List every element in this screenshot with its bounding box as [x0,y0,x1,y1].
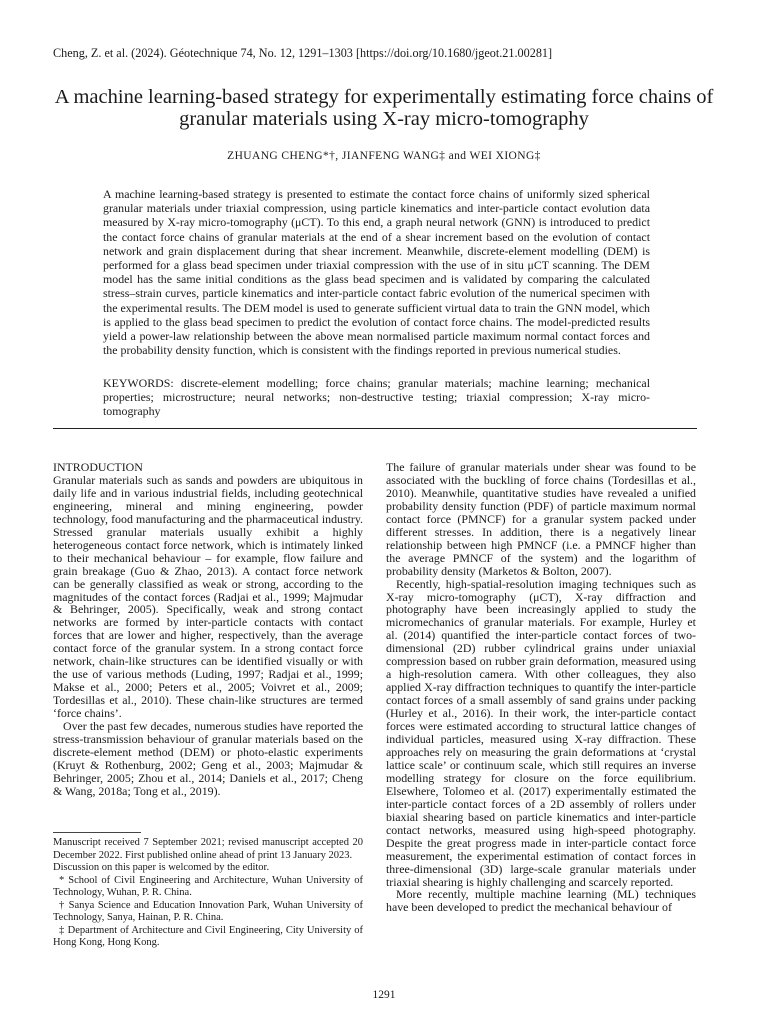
body-paragraph: Recently, high-spatial-resolution imaging techniques such as X-ray micro-tomography (μCT), X-ray diffraction and photography have been increasingly applied to study the micromechanics of granular materials. For example, Hurley et al. (2014) quantified the inter-particle contact forces of two-dimensional (2D) rubber cylindrical grains under uniaxial compression based on rubber grain deformation, measured using a high-resolution camera. With other colleagues, they also applied X-ray diffraction techniques to quantify the inter-particle contact forces of a small assembly of sand grains under packing (Hurley et al., 2016). In their work, the inter-particle contact forces were estimated according to structural lattice changes of individual particles, measured using X-ray diffraction. These approaches rely on measuring the grain deformations at ‘crystal lattice scale’ or continuum scale, which still requires an inverse modelling strategy for closure on the force equilibrium. Elsewhere, Tolomeo et al. (2017) experimentally estimated the inter-particle contact forces of a 2D assembly of rollers under biaxial shearing based on particle kinematics and inter-particle contact networks, measured using high-speed photography. Despite the great progress made in inter-particle contact force measurement, the experimental estimation of contact forces in three-dimensional (3D) large-scale granular materials under triaxial shearing is highly challenging and scarcely reported. [386,576,696,889]
affiliation: † Sanya Science and Education Innovation Park, Wuhan University of Technology, Sanya, Hainan, P. R. China. [53,899,363,923]
affiliation: * School of Civil Engineering and Architecture, Wuhan University of Technology, Wuhan, P. R. China. [53,874,363,898]
affiliation: ‡ Department of Architecture and Civil Engineering, City University of Hong Kong, Hong Kong. [53,924,363,948]
abstract: A machine learning-based strategy is presented to estimate the contact force chains of uniformly sized spherical granular materials under triaxial compression, using particle kinematics and inter-particle contact evolution data measured by X-ray micro-tomography (μCT). To this end, a graph neural network (GNN) is introduced to predict the contact force chains of granular materials at the end of a shear increment based on the evolution of contact network and grain displacement during that shear increment. Meanwhile, discrete-element modelling (DEM) is performed for a glass bead specimen under triaxial compression with the use of in situ μCT scanning. The DEM model has the same initial conditions as the glass bead specimen and is validated by comparing the calculated stress–strain curves, particle kinematics and inter-particle contact fabric evolution of the numerical specimen with the experimental results. The DEM model is used to generate sufficient virtual data to train the GNN model, which is applied to the glass bead specimen to predict the evolution of contact force chains. The model-predicted results yield a power-law relationship between the above mean normalised particle maximum normal contact forces and the probability density function, which is consistent with the findings reported in previous numerical studies. [103,187,650,358]
keywords: KEYWORDS: discrete-element modelling; force chains; granular materials; machine learning; mechanical properties; microstructure; neural networks; non-destructive testing; triaxial compression; X-ray micro-tomography [103,376,650,419]
body-paragraph: Over the past few decades, numerous studies have reported the stress-transmission behaviour of granular materials based on the discrete-element method (DEM) or photo-elastic experiments (Kruyt & Rothenburg, 2002; Geng et al., 2003; Majmudar & Behringer, 2005; Zhou et al., 2014; Daniels et al., 2017; Cheng & Wang, 2018a; Tong et al., 2019). [53,719,363,798]
body-paragraph: Granular materials such as sands and powders are ubiquitous in daily life and in various industrial fields, including geotechnical engineering, mineral and mining engineering, powder technology, food manufacturing and the pharmaceutical industry. Stressed granular materials usually exhibit a highly heterogeneous contact force network, which is intimately linked to their mechanical behaviour – for example, flow failure and grain breakage (Guo & Zhao, 2013). A contact force network can be generally classified as weak or strong, according to the magnitudes of the contact forces (Radjai et al., 1999; Majmudar & Behringer, 2005). Specifically, weak and strong contact networks are formed by inter-particle contacts with contact forces that are lower and higher, respectively, than the average contact force of the granular system. In a strong contact force network, chain-like structures can be identified visually or with the use of various methods (Luding, 1997; Radjai et al., 1999; Makse et al., 2000; Peters et al., 2005; Voivret et al., 2009; Tordesillas et al., 2010). These chain-like structures are termed ‘force chains’. [53,472,363,721]
manuscript-history: Manuscript received 7 September 2021; revised manuscript accepted 20 December 2022. First published online ahead of print 13 January 2023. [53,837,363,861]
section-heading: INTRODUCTION [53,460,143,474]
footnote-divider [53,832,141,833]
right-column [386,461,696,914]
body-paragraph: More recently, multiple machine learning (ML) techniques have been developed to predict the mechanical behaviour of [386,887,696,915]
discussion-note: Discussion on this paper is welcomed by the editor. [53,862,270,873]
footnotes [53,837,363,950]
journal-citation: Cheng, Z. et al. (2024). Géotechnique 74, No. 12, 1291–1303 [https://doi.org/10.1680/jgeot.21.00281] [53,46,553,60]
page-number: 1291 [372,989,396,1001]
body-paragraph: The failure of granular materials under shear was found to be associated with the buckling of force chains (Tordesillas et al., 2010). Meanwhile, quantitative studies have revealed a unified probability density function (PDF) of particle maximum normal contact force (PMNCF) for a granular system packed under different stresses. In addition, there is a negatively linear relationship between high PMNCF (i.e. a PMNCF higher than the average PMNCF of the system) and the logarithm of probability density (Marketos & Bolton, 2007). [386,460,696,578]
paper-title: A machine learning-based strategy for experimentally estimating force chains of granular materials using X-ray micro-tomography [54,86,714,130]
left-column [53,461,363,798]
author-list: ZHUANG CHENG*†, JIANFENG WANG‡ and WEI XIONG‡ [227,150,541,162]
section-divider [53,428,697,429]
